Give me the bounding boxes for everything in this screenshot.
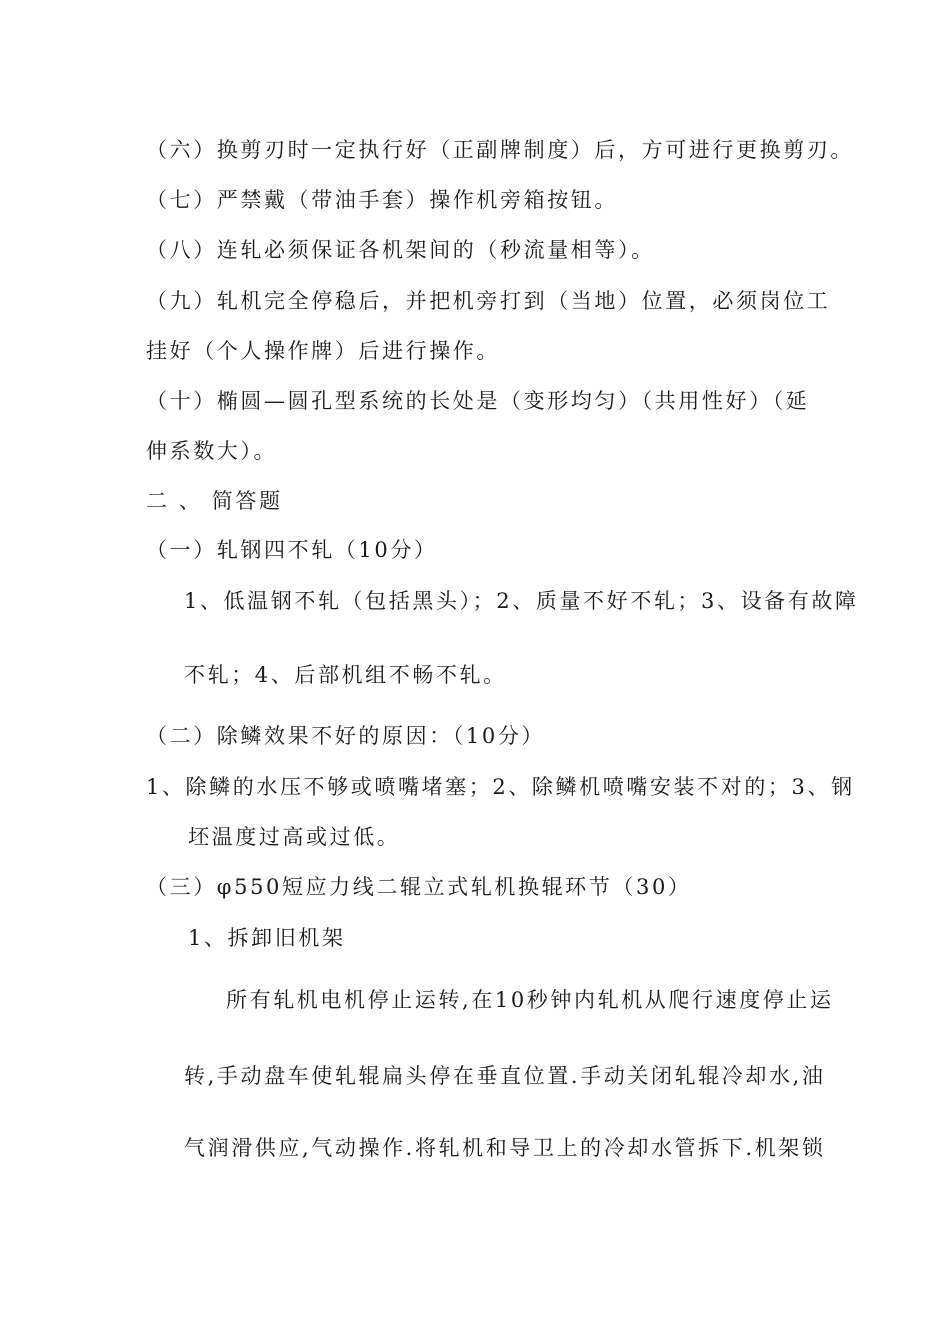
question-1-answer-line2: 不轧；4、后部机组不畅不轧。 (184, 663, 507, 687)
item-8-text: （八）连轧必须保证各机架间的（秒流量相等）。 (146, 238, 655, 262)
question-3-step-1-text-line2: 转,手动盘车使轧辊扁头停在垂直位置.手动关闭轧辊冷却水,油 (184, 1064, 826, 1088)
item-10-text-line2: 伸系数大）。 (146, 439, 278, 463)
item-9-text-line2: 挂好（个人操作牌）后进行操作。 (146, 339, 500, 363)
question-3-step-1-text-line1: 所有轧机电机停止运转,在10秒钟内轧机从爬行速度停止运 (226, 988, 834, 1012)
section-2-heading: 二 、 简答题 (146, 489, 283, 513)
item-9-text-line1: （九）轧机完全停稳后，并把机旁打到（当地）位置，必须岗位工 (146, 289, 831, 313)
question-1-heading: （一）轧钢四不轧（10分） (146, 538, 438, 562)
question-3-step-1-text-line3: 气润滑供应,气动操作.将轧机和导卫上的冷却水管拆下.机架锁 (184, 1136, 826, 1160)
question-1-answer-line1: 1、低温钢不轧（包括黑头）；2、质量不好不轧；3、设备有故障 (184, 589, 859, 613)
item-7-text: （七）严禁戴（带油手套）操作机旁箱按钮。 (146, 188, 618, 212)
item-10-text-line1: （十）椭圆—圆孔型系统的长处是（变形均匀）（共用性好）（延 (146, 389, 810, 413)
question-2-answer-line2: 坯温度过高或过低。 (188, 825, 401, 849)
question-2-answer-line1: 1、除鳞的水压不够或喷嘴堵塞；2、除鳞机喷嘴安装不对的；3、钢 (146, 775, 855, 799)
question-2-heading: （二）除鳞效果不好的原因：（10分） (146, 724, 546, 748)
question-3-step-1-heading: 1、拆卸旧机架 (188, 926, 346, 950)
item-6-text: （六）换剪刃时一定执行好（正副牌制度）后，方可进行更换剪刃。 (146, 138, 854, 162)
question-3-heading: （三）φ550短应力线二辊立式轧机换辊环节（30） (146, 875, 692, 899)
